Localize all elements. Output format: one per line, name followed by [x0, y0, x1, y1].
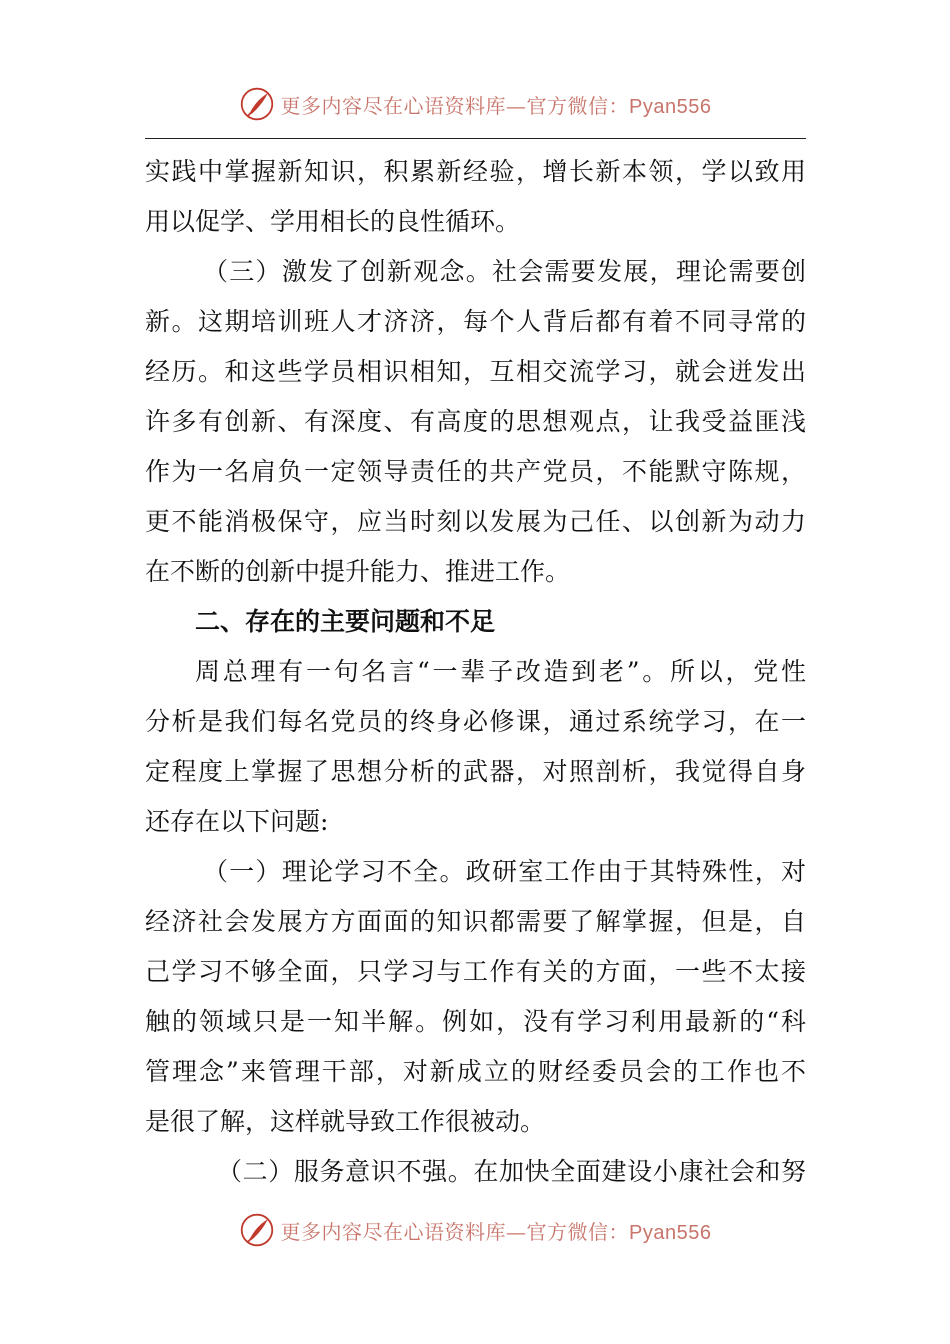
- text-line: 经历。和这些学员相识相知，互相交流学习，就会迸发出: [145, 357, 806, 386]
- text-line: 用以促学、学用相长的良性循环。: [145, 207, 521, 236]
- text-line: 新。这期培训班人才济济，每个人背后都有着不同寻常的: [145, 307, 806, 336]
- text-line: 还存在以下问题:: [145, 807, 329, 836]
- text-line: 更不能消极保守，应当时刻以发展为己任、以创新为动力: [145, 507, 806, 536]
- header-divider: [145, 138, 806, 139]
- text-line: （三）激发了创新观念。社会需要发展，理论需要创: [203, 257, 806, 286]
- text-line: 管理念”来管理干部，对新成立的财经委员会的工作也不: [145, 1057, 806, 1086]
- document-body: [145, 147, 806, 1197]
- text-line: 周总理有一句名言“一辈子改造到老”。所以，党性: [195, 657, 806, 686]
- text-line: 分析是我们每名党员的终身必修课，通过系统学习，在一: [145, 707, 806, 736]
- watermark-wechat-id: Pyan556: [629, 1221, 712, 1244]
- footer-watermark: [0, 1208, 950, 1252]
- quill-logo-icon: [239, 1212, 275, 1248]
- text-line: 实践中掌握新知识，积累新经验，增长新本领，学以致用: [145, 157, 806, 186]
- text-line: 定程度上掌握了思想分析的武器，对照剖析，我觉得自身: [145, 757, 806, 786]
- quill-logo-icon: [239, 86, 275, 122]
- text-line: 是很了解，这样就导致工作很被动。: [145, 1107, 546, 1136]
- watermark-text: 更多内容尽在心语资料库—官方微信：: [280, 1219, 630, 1244]
- text-line: 触的领域只是一知半解。例如，没有学习利用最新的“科: [145, 1007, 806, 1036]
- watermark-text: 更多内容尽在心语资料库—官方微信：: [280, 93, 630, 118]
- header-watermark: [0, 82, 950, 126]
- watermark-wechat-id: Pyan556: [629, 95, 712, 118]
- section-heading: 二、存在的主要问题和不足: [195, 607, 496, 636]
- text-line: （一）理论学习不全。政研室工作由于其特殊性，对: [203, 857, 806, 886]
- text-line: （二）服务意识不强。在加快全面建设小康社会和努: [217, 1157, 806, 1186]
- text-line: 作为一名肩负一定领导责任的共产党员，不能默守陈规，: [145, 457, 806, 486]
- text-line: 许多有创新、有深度、有高度的思想观点，让我受益匪浅: [145, 407, 806, 436]
- text-line: 己学习不够全面，只学习与工作有关的方面，一些不太接: [145, 957, 806, 986]
- text-line: 在不断的创新中提升能力、推进工作。: [145, 557, 571, 586]
- text-line: 经济社会发展方方面面的知识都需要了解掌握，但是，自: [145, 907, 806, 936]
